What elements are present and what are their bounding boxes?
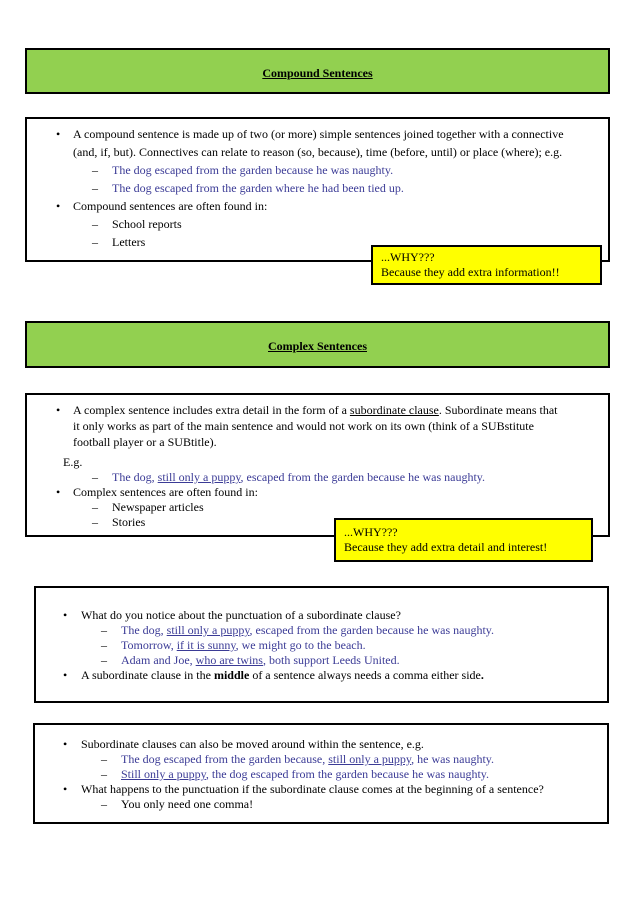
compound-bullet1-line1: A compound sentence is made up of two (or more) simple sentences joined together with a connective <box>73 127 564 141</box>
punctuation-rule: A subordinate clause in the middle of a sentence always needs a comma either side. <box>81 668 484 682</box>
compound-title-banner <box>25 48 610 94</box>
middle-emphasis: middle <box>213 668 250 682</box>
bullet-icon: • <box>63 737 68 751</box>
dash-icon: – <box>92 217 98 231</box>
dash-icon: – <box>92 235 98 249</box>
subordinate-clause: still only a puppy <box>166 623 250 637</box>
subordinate-clause: if it is sunny <box>176 638 236 652</box>
moving-answer: You only need one comma! <box>121 797 254 811</box>
complex-bullet2: Complex sentences are often found in: <box>73 485 258 499</box>
bullet-icon: • <box>63 782 68 796</box>
subordinate-clause: who are twins <box>195 653 263 667</box>
complex-why-callout <box>334 518 593 562</box>
complex-item-stories: Stories <box>112 515 146 529</box>
complex-example: The dog, still only a puppy, escaped from the garden because he was naughty. <box>112 470 485 484</box>
punctuation-example-2: Tomorrow, if it is sunny, we might go to the beach. <box>121 638 366 652</box>
dash-icon: – <box>92 470 98 484</box>
dash-icon: – <box>92 181 98 195</box>
subordinate-clause-term: subordinate clause <box>349 403 439 417</box>
compound-why-line1: ...WHY??? <box>381 250 435 264</box>
subordinate-clause: still only a puppy <box>157 470 241 484</box>
compound-item-letters: Letters <box>112 235 146 249</box>
complex-why-line1: ...WHY??? <box>344 525 398 539</box>
punctuation-example-1: The dog, still only a puppy, escaped from the garden because he was naughty. <box>121 623 494 637</box>
dash-icon: – <box>92 515 98 529</box>
compound-example-1: The dog escaped from the garden because he was naughty. <box>112 163 394 177</box>
compound-bullet2: Compound sentences are often found in: <box>73 199 268 213</box>
bullet-icon: • <box>56 403 61 417</box>
dash-icon: – <box>101 752 107 766</box>
bullet-icon: • <box>63 668 68 682</box>
bullet-icon: • <box>63 608 68 622</box>
complex-bullet1-line3: football player or a SUBtitle). <box>73 435 217 449</box>
bullet-icon: • <box>56 199 61 213</box>
dash-icon: – <box>101 623 107 637</box>
complex-title: Complex Sentences <box>268 339 367 353</box>
punctuation-question: What do you notice about the punctuation of a subordinate clause? <box>81 608 401 622</box>
dash-icon: – <box>101 767 107 781</box>
compound-example-2: The dog escaped from the garden where he had been tied up. <box>112 181 404 195</box>
complex-eg-label: E.g. <box>63 455 83 469</box>
complex-item-newspaper-articles: Newspaper articles <box>112 500 204 514</box>
complex-title-banner <box>25 321 610 368</box>
dash-icon: – <box>101 638 107 652</box>
moving-bullet1: Subordinate clauses can also be moved around within the sentence, e.g. <box>81 737 424 751</box>
dash-icon: – <box>101 653 107 667</box>
dash-icon: – <box>92 163 98 177</box>
subordinate-clause: still only a puppy <box>328 752 412 766</box>
complex-bullet1-line1: A complex sentence includes extra detail in the form of a subordinate clause. Subordinate means that <box>73 403 558 417</box>
punctuation-example-3: Adam and Joe, who are twins, both support Leeds United. <box>121 653 400 667</box>
compound-title: Compound Sentences <box>262 66 373 80</box>
compound-why-line2: Because they add extra information!! <box>381 265 560 279</box>
dash-icon: – <box>92 500 98 514</box>
complex-why-line2: Because they add extra detail and interest! <box>344 540 548 554</box>
dash-icon: – <box>101 797 107 811</box>
bullet-icon: • <box>56 485 61 499</box>
complex-bullet1-line2: it only works as part of the main sentence and would not work on its own (think of a SUBstitute <box>73 419 534 433</box>
moving-bullet2: What happens to the punctuation if the subordinate clause comes at the beginning of a sentence? <box>81 782 544 796</box>
moving-example-2: Still only a puppy, the dog escaped from the garden because he was naughty. <box>121 767 490 781</box>
moving-example-1: The dog escaped from the garden because, still only a puppy, he was naughty. <box>121 752 495 766</box>
compound-item-school-reports: School reports <box>112 217 182 231</box>
compound-why-callout <box>371 245 602 285</box>
bullet-icon: • <box>56 127 61 141</box>
compound-bullet1-line2: (and, if, but). Connectives can relate to reason (so, because), time (before, until) or place (where); e.g. <box>73 145 563 159</box>
subordinate-clause: Still only a puppy <box>121 767 206 781</box>
